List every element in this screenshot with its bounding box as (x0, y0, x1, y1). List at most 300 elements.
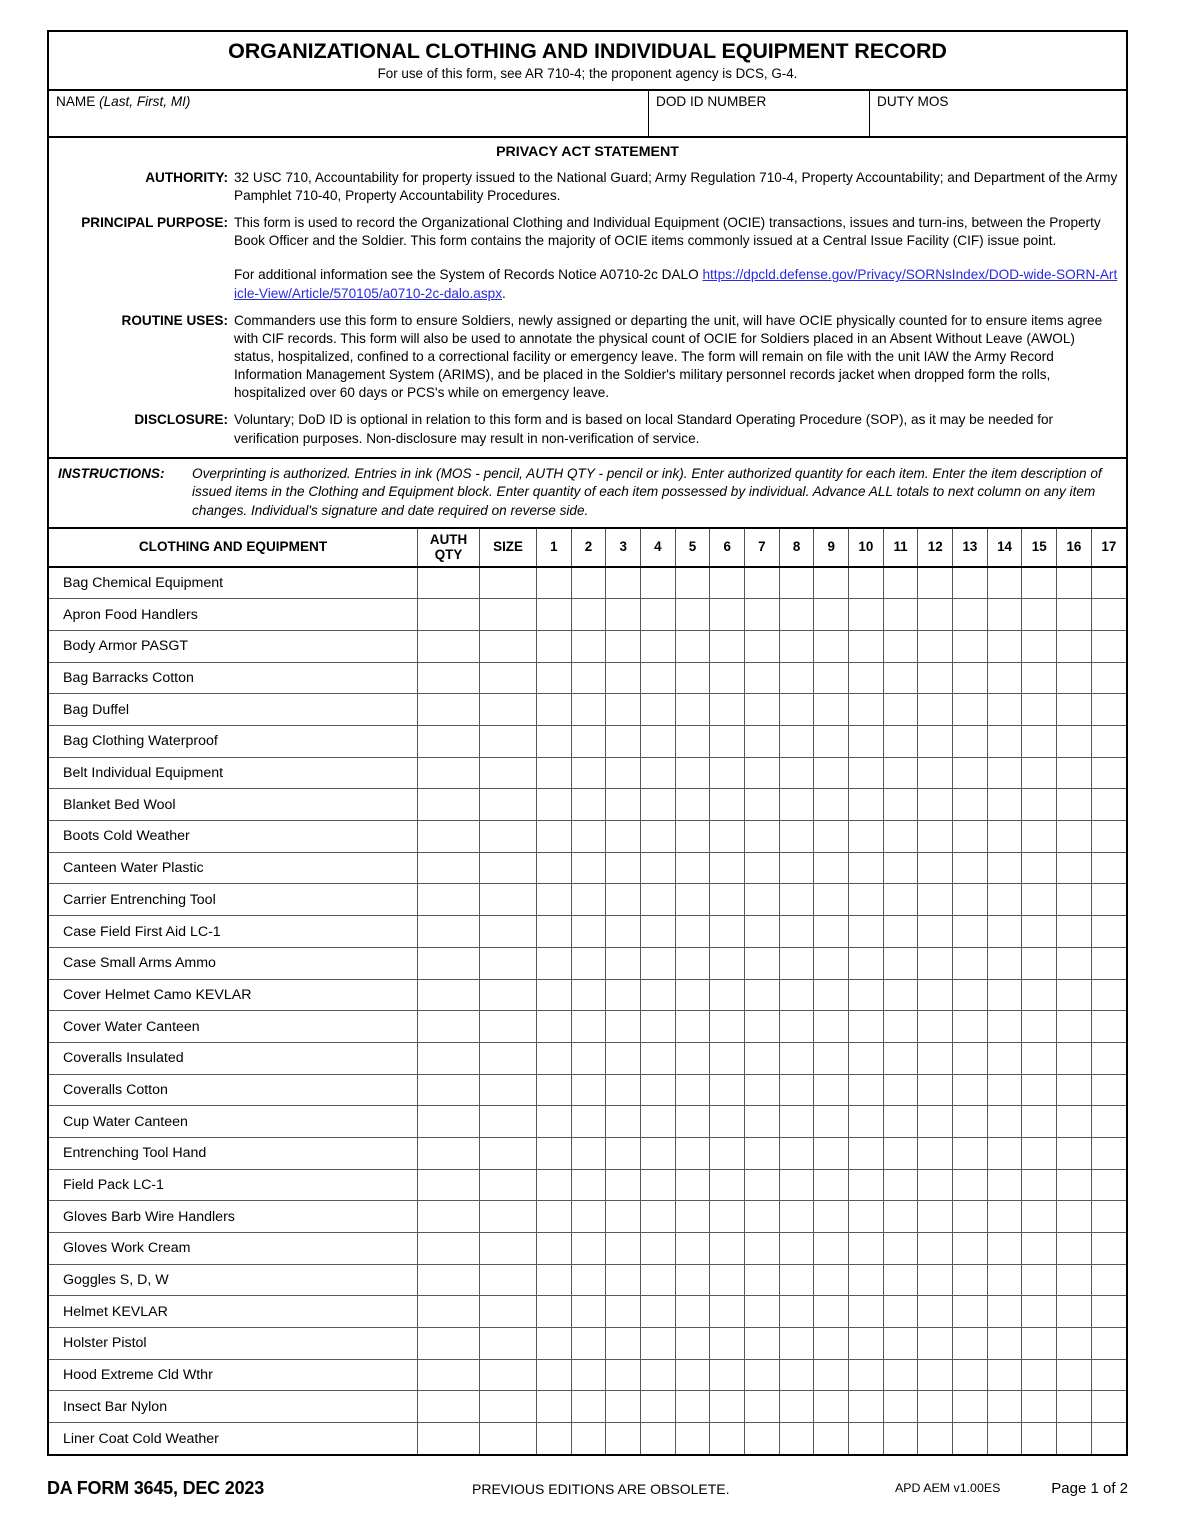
count-cell-3[interactable] (606, 662, 641, 694)
count-cell-8[interactable] (779, 757, 814, 789)
count-cell-7[interactable] (745, 567, 780, 599)
auth-qty-cell[interactable] (417, 726, 479, 758)
count-cell-11[interactable] (883, 947, 918, 979)
count-cell-13[interactable] (953, 726, 988, 758)
auth-qty-cell[interactable] (417, 979, 479, 1011)
count-cell-14[interactable] (987, 757, 1022, 789)
count-cell-17[interactable] (1091, 1328, 1126, 1360)
count-cell-17[interactable] (1091, 1137, 1126, 1169)
count-cell-2[interactable] (571, 1233, 606, 1265)
count-cell-10[interactable] (849, 1042, 884, 1074)
count-cell-4[interactable] (641, 1264, 676, 1296)
count-cell-3[interactable] (606, 884, 641, 916)
count-cell-8[interactable] (779, 567, 814, 599)
count-cell-7[interactable] (745, 1137, 780, 1169)
count-cell-6[interactable] (710, 1328, 745, 1360)
count-cell-2[interactable] (571, 1137, 606, 1169)
count-cell-13[interactable] (953, 630, 988, 662)
count-cell-10[interactable] (849, 1359, 884, 1391)
auth-qty-cell[interactable] (417, 599, 479, 631)
count-cell-5[interactable] (675, 947, 710, 979)
count-cell-12[interactable] (918, 947, 953, 979)
count-cell-7[interactable] (745, 1201, 780, 1233)
count-cell-5[interactable] (675, 884, 710, 916)
count-cell-14[interactable] (987, 1042, 1022, 1074)
count-cell-14[interactable] (987, 567, 1022, 599)
count-cell-13[interactable] (953, 1233, 988, 1265)
auth-qty-cell[interactable] (417, 1011, 479, 1043)
count-cell-6[interactable] (710, 1106, 745, 1138)
count-cell-7[interactable] (745, 916, 780, 948)
name-field[interactable] (49, 91, 649, 136)
count-cell-16[interactable] (1057, 1264, 1092, 1296)
auth-qty-cell[interactable] (417, 694, 479, 726)
count-cell-1[interactable] (537, 1359, 572, 1391)
count-cell-4[interactable] (641, 1201, 676, 1233)
count-cell-11[interactable] (883, 726, 918, 758)
count-cell-5[interactable] (675, 1011, 710, 1043)
count-cell-11[interactable] (883, 1011, 918, 1043)
count-cell-17[interactable] (1091, 1359, 1126, 1391)
count-cell-2[interactable] (571, 789, 606, 821)
count-cell-15[interactable] (1022, 1359, 1057, 1391)
count-cell-5[interactable] (675, 757, 710, 789)
count-cell-1[interactable] (537, 599, 572, 631)
count-cell-11[interactable] (883, 599, 918, 631)
count-cell-17[interactable] (1091, 630, 1126, 662)
count-cell-17[interactable] (1091, 1233, 1126, 1265)
auth-qty-cell[interactable] (417, 1423, 479, 1455)
count-cell-11[interactable] (883, 662, 918, 694)
size-cell[interactable] (480, 694, 537, 726)
size-cell[interactable] (480, 1011, 537, 1043)
count-cell-1[interactable] (537, 1011, 572, 1043)
size-cell[interactable] (480, 1233, 537, 1265)
count-cell-3[interactable] (606, 567, 641, 599)
count-cell-14[interactable] (987, 630, 1022, 662)
count-cell-17[interactable] (1091, 1264, 1126, 1296)
count-cell-11[interactable] (883, 1423, 918, 1455)
count-cell-8[interactable] (779, 979, 814, 1011)
count-cell-2[interactable] (571, 821, 606, 853)
count-cell-3[interactable] (606, 1106, 641, 1138)
count-cell-13[interactable] (953, 1042, 988, 1074)
count-cell-3[interactable] (606, 916, 641, 948)
count-cell-3[interactable] (606, 1423, 641, 1455)
count-cell-13[interactable] (953, 1137, 988, 1169)
auth-qty-cell[interactable] (417, 1391, 479, 1423)
size-cell[interactable] (480, 757, 537, 789)
count-cell-11[interactable] (883, 1391, 918, 1423)
count-cell-14[interactable] (987, 979, 1022, 1011)
count-cell-4[interactable] (641, 1106, 676, 1138)
count-cell-5[interactable] (675, 1264, 710, 1296)
auth-qty-cell[interactable] (417, 1359, 479, 1391)
count-cell-10[interactable] (849, 1201, 884, 1233)
count-cell-8[interactable] (779, 726, 814, 758)
count-cell-12[interactable] (918, 1042, 953, 1074)
auth-qty-cell[interactable] (417, 916, 479, 948)
count-cell-3[interactable] (606, 1011, 641, 1043)
count-cell-14[interactable] (987, 662, 1022, 694)
count-cell-9[interactable] (814, 1296, 849, 1328)
count-cell-15[interactable] (1022, 1106, 1057, 1138)
count-cell-9[interactable] (814, 726, 849, 758)
count-cell-3[interactable] (606, 1233, 641, 1265)
count-cell-5[interactable] (675, 1201, 710, 1233)
auth-qty-cell[interactable] (417, 757, 479, 789)
count-cell-5[interactable] (675, 1233, 710, 1265)
count-cell-8[interactable] (779, 1359, 814, 1391)
size-cell[interactable] (480, 1264, 537, 1296)
count-cell-15[interactable] (1022, 1296, 1057, 1328)
count-cell-3[interactable] (606, 1042, 641, 1074)
auth-qty-cell[interactable] (417, 1106, 479, 1138)
count-cell-2[interactable] (571, 852, 606, 884)
count-cell-11[interactable] (883, 821, 918, 853)
count-cell-9[interactable] (814, 1169, 849, 1201)
count-cell-6[interactable] (710, 567, 745, 599)
count-cell-3[interactable] (606, 757, 641, 789)
size-cell[interactable] (480, 1106, 537, 1138)
count-cell-12[interactable] (918, 1391, 953, 1423)
count-cell-5[interactable] (675, 1296, 710, 1328)
count-cell-6[interactable] (710, 947, 745, 979)
count-cell-6[interactable] (710, 1137, 745, 1169)
count-cell-12[interactable] (918, 1328, 953, 1360)
count-cell-5[interactable] (675, 726, 710, 758)
count-cell-8[interactable] (779, 1201, 814, 1233)
count-cell-4[interactable] (641, 662, 676, 694)
count-cell-16[interactable] (1057, 757, 1092, 789)
count-cell-8[interactable] (779, 821, 814, 853)
count-cell-7[interactable] (745, 1328, 780, 1360)
count-cell-14[interactable] (987, 821, 1022, 853)
count-cell-7[interactable] (745, 1391, 780, 1423)
count-cell-8[interactable] (779, 1233, 814, 1265)
count-cell-12[interactable] (918, 1169, 953, 1201)
count-cell-14[interactable] (987, 1423, 1022, 1455)
count-cell-7[interactable] (745, 599, 780, 631)
count-cell-2[interactable] (571, 662, 606, 694)
count-cell-10[interactable] (849, 821, 884, 853)
count-cell-8[interactable] (779, 1074, 814, 1106)
count-cell-6[interactable] (710, 630, 745, 662)
count-cell-4[interactable] (641, 1423, 676, 1455)
count-cell-12[interactable] (918, 1423, 953, 1455)
auth-qty-cell[interactable] (417, 1169, 479, 1201)
count-cell-8[interactable] (779, 852, 814, 884)
count-cell-17[interactable] (1091, 1201, 1126, 1233)
count-cell-3[interactable] (606, 630, 641, 662)
count-cell-7[interactable] (745, 630, 780, 662)
count-cell-1[interactable] (537, 1042, 572, 1074)
size-cell[interactable] (480, 1169, 537, 1201)
count-cell-9[interactable] (814, 947, 849, 979)
count-cell-6[interactable] (710, 1201, 745, 1233)
count-cell-7[interactable] (745, 947, 780, 979)
count-cell-4[interactable] (641, 884, 676, 916)
count-cell-9[interactable] (814, 662, 849, 694)
count-cell-10[interactable] (849, 757, 884, 789)
count-cell-15[interactable] (1022, 662, 1057, 694)
count-cell-13[interactable] (953, 1074, 988, 1106)
count-cell-15[interactable] (1022, 1201, 1057, 1233)
count-cell-8[interactable] (779, 1106, 814, 1138)
size-cell[interactable] (480, 789, 537, 821)
count-cell-3[interactable] (606, 979, 641, 1011)
count-cell-13[interactable] (953, 1011, 988, 1043)
count-cell-4[interactable] (641, 630, 676, 662)
count-cell-17[interactable] (1091, 1391, 1126, 1423)
count-cell-10[interactable] (849, 916, 884, 948)
count-cell-5[interactable] (675, 567, 710, 599)
count-cell-14[interactable] (987, 1264, 1022, 1296)
count-cell-10[interactable] (849, 1106, 884, 1138)
count-cell-17[interactable] (1091, 821, 1126, 853)
count-cell-16[interactable] (1057, 630, 1092, 662)
count-cell-16[interactable] (1057, 1201, 1092, 1233)
count-cell-2[interactable] (571, 1391, 606, 1423)
count-cell-5[interactable] (675, 1137, 710, 1169)
count-cell-2[interactable] (571, 757, 606, 789)
count-cell-15[interactable] (1022, 1328, 1057, 1360)
count-cell-3[interactable] (606, 1137, 641, 1169)
count-cell-6[interactable] (710, 1296, 745, 1328)
count-cell-3[interactable] (606, 1296, 641, 1328)
count-cell-13[interactable] (953, 662, 988, 694)
count-cell-3[interactable] (606, 1328, 641, 1360)
count-cell-5[interactable] (675, 630, 710, 662)
size-cell[interactable] (480, 1359, 537, 1391)
count-cell-1[interactable] (537, 726, 572, 758)
count-cell-7[interactable] (745, 694, 780, 726)
count-cell-16[interactable] (1057, 1169, 1092, 1201)
count-cell-8[interactable] (779, 916, 814, 948)
count-cell-9[interactable] (814, 789, 849, 821)
count-cell-11[interactable] (883, 1359, 918, 1391)
count-cell-16[interactable] (1057, 1296, 1092, 1328)
count-cell-9[interactable] (814, 1328, 849, 1360)
count-cell-14[interactable] (987, 1359, 1022, 1391)
count-cell-1[interactable] (537, 630, 572, 662)
count-cell-4[interactable] (641, 947, 676, 979)
count-cell-9[interactable] (814, 1264, 849, 1296)
count-cell-15[interactable] (1022, 726, 1057, 758)
count-cell-2[interactable] (571, 1328, 606, 1360)
count-cell-12[interactable] (918, 1264, 953, 1296)
count-cell-6[interactable] (710, 1264, 745, 1296)
count-cell-14[interactable] (987, 1328, 1022, 1360)
count-cell-14[interactable] (987, 1201, 1022, 1233)
count-cell-17[interactable] (1091, 1074, 1126, 1106)
count-cell-2[interactable] (571, 979, 606, 1011)
count-cell-5[interactable] (675, 1074, 710, 1106)
auth-qty-cell[interactable] (417, 1137, 479, 1169)
count-cell-17[interactable] (1091, 726, 1126, 758)
count-cell-11[interactable] (883, 852, 918, 884)
count-cell-1[interactable] (537, 916, 572, 948)
count-cell-6[interactable] (710, 694, 745, 726)
count-cell-7[interactable] (745, 884, 780, 916)
count-cell-7[interactable] (745, 757, 780, 789)
count-cell-1[interactable] (537, 947, 572, 979)
count-cell-4[interactable] (641, 852, 676, 884)
count-cell-16[interactable] (1057, 1359, 1092, 1391)
auth-qty-cell[interactable] (417, 821, 479, 853)
count-cell-14[interactable] (987, 789, 1022, 821)
count-cell-16[interactable] (1057, 662, 1092, 694)
count-cell-12[interactable] (918, 1011, 953, 1043)
auth-qty-cell[interactable] (417, 789, 479, 821)
count-cell-10[interactable] (849, 1233, 884, 1265)
count-cell-10[interactable] (849, 1011, 884, 1043)
count-cell-6[interactable] (710, 599, 745, 631)
count-cell-9[interactable] (814, 1106, 849, 1138)
auth-qty-cell[interactable] (417, 884, 479, 916)
count-cell-14[interactable] (987, 1137, 1022, 1169)
count-cell-14[interactable] (987, 947, 1022, 979)
count-cell-7[interactable] (745, 852, 780, 884)
count-cell-7[interactable] (745, 1074, 780, 1106)
count-cell-3[interactable] (606, 599, 641, 631)
count-cell-11[interactable] (883, 1042, 918, 1074)
count-cell-17[interactable] (1091, 1106, 1126, 1138)
count-cell-14[interactable] (987, 1106, 1022, 1138)
count-cell-6[interactable] (710, 1074, 745, 1106)
count-cell-9[interactable] (814, 821, 849, 853)
count-cell-15[interactable] (1022, 1169, 1057, 1201)
count-cell-12[interactable] (918, 821, 953, 853)
count-cell-17[interactable] (1091, 1042, 1126, 1074)
count-cell-13[interactable] (953, 789, 988, 821)
count-cell-17[interactable] (1091, 599, 1126, 631)
count-cell-9[interactable] (814, 694, 849, 726)
count-cell-4[interactable] (641, 979, 676, 1011)
count-cell-17[interactable] (1091, 1423, 1126, 1455)
count-cell-15[interactable] (1022, 599, 1057, 631)
count-cell-9[interactable] (814, 567, 849, 599)
count-cell-12[interactable] (918, 916, 953, 948)
count-cell-8[interactable] (779, 1011, 814, 1043)
count-cell-15[interactable] (1022, 947, 1057, 979)
count-cell-1[interactable] (537, 694, 572, 726)
count-cell-12[interactable] (918, 726, 953, 758)
count-cell-7[interactable] (745, 789, 780, 821)
count-cell-10[interactable] (849, 884, 884, 916)
count-cell-16[interactable] (1057, 694, 1092, 726)
count-cell-10[interactable] (849, 852, 884, 884)
count-cell-10[interactable] (849, 1296, 884, 1328)
count-cell-5[interactable] (675, 821, 710, 853)
count-cell-7[interactable] (745, 1264, 780, 1296)
count-cell-4[interactable] (641, 789, 676, 821)
count-cell-8[interactable] (779, 1296, 814, 1328)
count-cell-12[interactable] (918, 694, 953, 726)
count-cell-16[interactable] (1057, 1074, 1092, 1106)
count-cell-11[interactable] (883, 1296, 918, 1328)
auth-qty-cell[interactable] (417, 630, 479, 662)
count-cell-12[interactable] (918, 599, 953, 631)
size-cell[interactable] (480, 662, 537, 694)
count-cell-12[interactable] (918, 1074, 953, 1106)
count-cell-3[interactable] (606, 821, 641, 853)
count-cell-13[interactable] (953, 1169, 988, 1201)
count-cell-10[interactable] (849, 979, 884, 1011)
count-cell-1[interactable] (537, 1106, 572, 1138)
count-cell-8[interactable] (779, 694, 814, 726)
count-cell-5[interactable] (675, 662, 710, 694)
count-cell-1[interactable] (537, 1233, 572, 1265)
count-cell-7[interactable] (745, 1423, 780, 1455)
count-cell-1[interactable] (537, 1169, 572, 1201)
size-cell[interactable] (480, 947, 537, 979)
count-cell-16[interactable] (1057, 789, 1092, 821)
count-cell-6[interactable] (710, 979, 745, 1011)
count-cell-11[interactable] (883, 916, 918, 948)
count-cell-7[interactable] (745, 821, 780, 853)
count-cell-5[interactable] (675, 694, 710, 726)
count-cell-11[interactable] (883, 694, 918, 726)
count-cell-15[interactable] (1022, 757, 1057, 789)
count-cell-17[interactable] (1091, 884, 1126, 916)
count-cell-1[interactable] (537, 757, 572, 789)
count-cell-9[interactable] (814, 1137, 849, 1169)
size-cell[interactable] (480, 1201, 537, 1233)
size-cell[interactable] (480, 821, 537, 853)
count-cell-6[interactable] (710, 1169, 745, 1201)
size-cell[interactable] (480, 1074, 537, 1106)
count-cell-7[interactable] (745, 1169, 780, 1201)
count-cell-15[interactable] (1022, 1391, 1057, 1423)
count-cell-2[interactable] (571, 1264, 606, 1296)
count-cell-1[interactable] (537, 884, 572, 916)
auth-qty-cell[interactable] (417, 947, 479, 979)
sorn-link[interactable]: https://dpcld.defense.gov/Privacy/SORNsIndex/DOD-wide-SORN-Article-View/Article/570105/a0710-2c-dalo.aspx (234, 267, 1118, 301)
count-cell-9[interactable] (814, 1391, 849, 1423)
count-cell-8[interactable] (779, 630, 814, 662)
count-cell-3[interactable] (606, 1201, 641, 1233)
count-cell-2[interactable] (571, 1296, 606, 1328)
count-cell-16[interactable] (1057, 1423, 1092, 1455)
count-cell-8[interactable] (779, 1264, 814, 1296)
count-cell-7[interactable] (745, 1042, 780, 1074)
auth-qty-cell[interactable] (417, 1042, 479, 1074)
count-cell-10[interactable] (849, 567, 884, 599)
size-cell[interactable] (480, 1042, 537, 1074)
count-cell-9[interactable] (814, 630, 849, 662)
count-cell-16[interactable] (1057, 947, 1092, 979)
count-cell-17[interactable] (1091, 1169, 1126, 1201)
auth-qty-cell[interactable] (417, 852, 479, 884)
count-cell-1[interactable] (537, 662, 572, 694)
count-cell-16[interactable] (1057, 726, 1092, 758)
count-cell-10[interactable] (849, 1328, 884, 1360)
count-cell-13[interactable] (953, 884, 988, 916)
auth-qty-cell[interactable] (417, 662, 479, 694)
count-cell-10[interactable] (849, 694, 884, 726)
size-cell[interactable] (480, 852, 537, 884)
count-cell-15[interactable] (1022, 979, 1057, 1011)
count-cell-15[interactable] (1022, 852, 1057, 884)
count-cell-6[interactable] (710, 757, 745, 789)
count-cell-11[interactable] (883, 1169, 918, 1201)
count-cell-12[interactable] (918, 662, 953, 694)
count-cell-11[interactable] (883, 1264, 918, 1296)
count-cell-1[interactable] (537, 567, 572, 599)
count-cell-13[interactable] (953, 1201, 988, 1233)
count-cell-1[interactable] (537, 1296, 572, 1328)
